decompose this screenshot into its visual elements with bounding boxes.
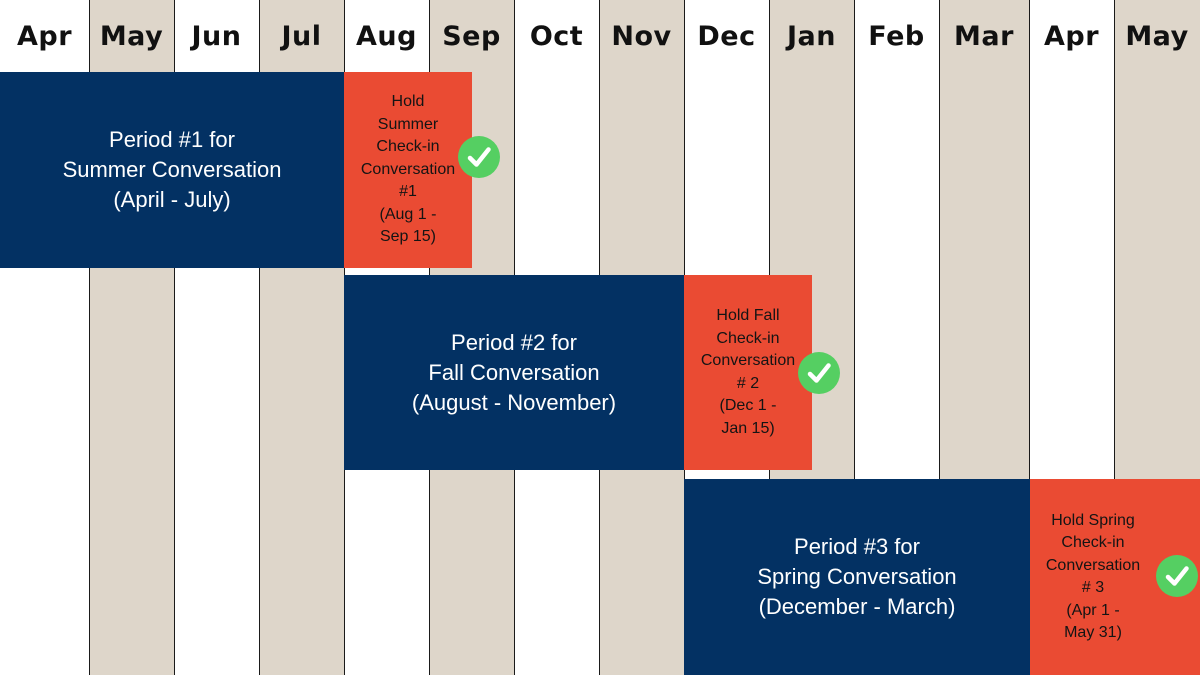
month-label: Apr bbox=[16, 20, 73, 52]
period-1-line: (April - July) bbox=[113, 187, 231, 212]
checkin-1-block bbox=[344, 72, 472, 268]
checkin-3-line: Hold Spring bbox=[1051, 511, 1135, 529]
checkin-3-line: Check-in bbox=[1061, 534, 1125, 551]
checkin-1-line: Sep 15) bbox=[379, 228, 437, 246]
month-label: Sep bbox=[442, 20, 501, 52]
checkmark-icon bbox=[1156, 555, 1198, 597]
period-2-block bbox=[344, 275, 684, 470]
checkin-2-line: Check-in bbox=[716, 329, 780, 347]
checkin-2-line: Hold Fall bbox=[716, 307, 780, 324]
period-2-line: (August - November) bbox=[411, 389, 617, 415]
checkin-2-block bbox=[684, 275, 812, 470]
month-label: May bbox=[1125, 20, 1189, 52]
period-3-line: Period #3 for bbox=[794, 534, 920, 559]
period-1-line: Period #1 for bbox=[109, 127, 235, 152]
month-label: Feb bbox=[868, 20, 925, 52]
checkmark-icon bbox=[458, 136, 500, 178]
checkin-3-line: (Apr 1 - bbox=[1066, 601, 1120, 619]
month-label: Aug bbox=[356, 20, 417, 52]
checkin-1-line: #1 bbox=[399, 183, 417, 201]
period-3-line: Spring Conversation bbox=[757, 564, 957, 589]
month-label: Jan bbox=[787, 20, 836, 52]
month-label: May bbox=[99, 20, 164, 52]
period-3-line: (December - March) bbox=[758, 594, 956, 619]
checkin-1-line: (Aug 1 - bbox=[379, 205, 437, 223]
month-label: Jun bbox=[191, 20, 242, 52]
month-label: Jul bbox=[281, 20, 322, 52]
month-label: Oct bbox=[529, 20, 584, 52]
period-2-line: Period #2 for bbox=[451, 329, 577, 355]
period-2-line: Fall Conversation bbox=[428, 359, 600, 385]
month-label: Nov bbox=[611, 20, 672, 52]
month-label: Dec bbox=[697, 20, 756, 52]
checkin-3-line: May 31) bbox=[1064, 624, 1122, 641]
month-label: Apr bbox=[1043, 20, 1100, 52]
period-1-block bbox=[0, 72, 344, 268]
checkin-1-line: Check-in bbox=[376, 138, 440, 156]
checkin-2-line: # 2 bbox=[736, 374, 760, 392]
checkin-2-line: Jan 15) bbox=[721, 419, 775, 437]
period-1-line: Summer Conversation bbox=[62, 157, 282, 182]
checkin-2-line: Conversation bbox=[700, 352, 796, 369]
checkin-1-line: Hold bbox=[391, 93, 425, 111]
checkin-3-line: Conversation bbox=[1045, 556, 1141, 574]
month-label: Mar bbox=[954, 20, 1014, 52]
checkin-1-line: Conversation bbox=[360, 160, 456, 178]
checkin-3-line: # 3 bbox=[1081, 579, 1105, 596]
checkin-1-line: Summer bbox=[377, 115, 439, 133]
checkin-2-line: (Dec 1 - bbox=[719, 397, 777, 414]
period-3-block bbox=[684, 479, 1030, 675]
checkmark-icon bbox=[798, 352, 840, 394]
